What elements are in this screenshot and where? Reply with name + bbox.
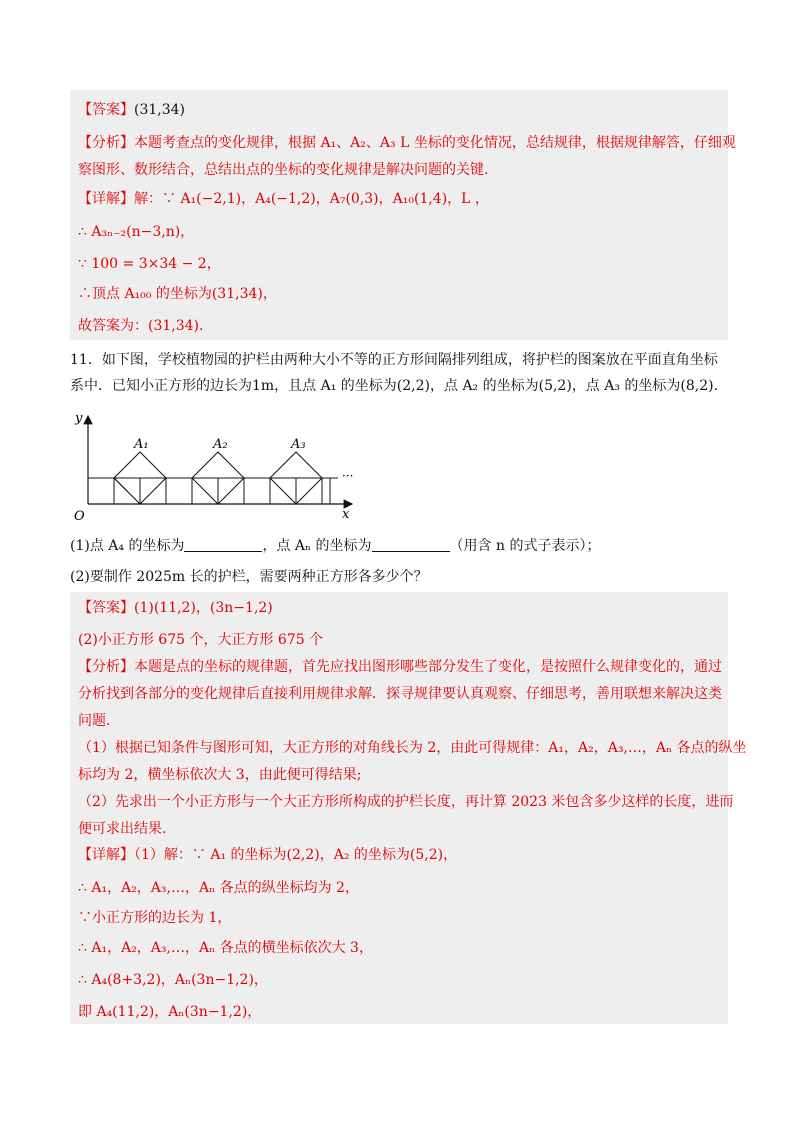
sub-question-1 [70, 534, 730, 558]
answer-11-part-1: (1)(11,2)，(3n−1,2) [134, 600, 273, 616]
answer-value: (31,34) [134, 102, 186, 118]
analysis-11-line-7: 便可求出结果. [78, 821, 167, 837]
sub-question-2: (2)要制作 2025m 长的护栏，需要两种正方形各多少个？ [70, 569, 428, 585]
detail-line-2: ∴ A₃ₙ₋₂(n−3,n)， [78, 224, 195, 240]
y-axis-label: y [75, 411, 83, 426]
analysis-tag-11: 【分析】 [78, 659, 134, 675]
ellipsis: ··· [342, 469, 354, 483]
answer-line [78, 100, 723, 120]
detail-tag: 【详解】 [78, 191, 134, 207]
detail-line-3: ∵ 100 = 3×34 − 2， [78, 256, 221, 272]
analysis-11-line-1 [78, 657, 723, 677]
answer-11-part-2: (2)小正方形 675 个，大正方形 675 个 [78, 632, 324, 648]
analysis-11-line-3: 问题. [78, 713, 111, 729]
answer-line-11 [78, 598, 723, 618]
detail-11-line-6: 即 A₄(11,2)，Aₙ(3n−1,2)， [78, 1004, 262, 1020]
answer-blank-2[interactable] [372, 537, 450, 552]
analysis-11-line-5: 标均为 2，横坐标依次大 3，由此便可得结果; [78, 767, 362, 783]
answer-tag-11: 【答案】 [78, 600, 134, 616]
detail-11-text-1: （1）解：∵ A₁ 的坐标为(2,2)，A₂ 的坐标为(5,2)， [134, 847, 458, 863]
analysis-line-1 [78, 133, 736, 153]
point-label-a1: A₁ [134, 437, 149, 452]
answer-blank-1[interactable] [184, 537, 262, 552]
detail-line-5: 故答案为：(31,34). [78, 318, 204, 334]
detail-tag-11: 【详解】 [78, 847, 134, 863]
detail-line-4: ∴顶点 A₁₀₀ 的坐标为(31,34)， [78, 286, 277, 302]
detail-11-line-2: ∴ A₁，A₂，A₃,…，Aₙ 各点的纵坐标均为 2， [78, 880, 359, 896]
detail-text-1: 解：∵ A₁(−2,1)，A₄(−1,2)，A₇(0,3)，A₁₀(1,4)，L ， [134, 191, 489, 207]
analysis-11-line-4: （1）根据已知条件与图形可知，大正方形的对角线长为 2，由此可得规律：A₁，A₂，A₃,…，Aₙ 各点的纵坐 [78, 740, 747, 756]
fence-pattern [88, 452, 338, 504]
detail-11-line-1 [78, 845, 723, 865]
point-label-a2: A₂ [213, 437, 228, 452]
analysis-text-1: 本题考查点的变化规律，根据 A₁、A₂、A₃ L 坐标的变化情况，总结规律，根据规律解答，仔细观 [134, 135, 736, 151]
question-line-1: 11．如下图，学校植物园的护栏由两种大小不等的正方形间隔排列组成，将护栏的图案放在平面直角坐标 [70, 352, 718, 368]
sub-question-1-a: (1)点 A₄ 的坐标为 [70, 538, 185, 554]
fence-figure [70, 408, 370, 528]
question-line-2: 系中．已知小正方形的边长为1m，且点 A₁ 的坐标为(2,2)，点 A₂ 的坐标为(5,2)，点 A₃ 的坐标为(8,2). [70, 378, 719, 394]
detail-11-line-4: ∴ A₁，A₂，A₃,…，Aₙ 各点的横坐标依次大 3， [78, 940, 373, 956]
detail-line-1 [78, 189, 723, 209]
detail-11-line-5: ∴ A₄(8+3,2)，Aₙ(3n−1,2)， [78, 972, 268, 988]
x-axis-label: x [342, 507, 350, 522]
analysis-line-2: 察图形、数形结合，总结出点的坐标的变化规律是解决问题的关键. [78, 162, 489, 178]
origin-label: O [74, 509, 85, 524]
point-label-a3: A₃ [291, 437, 306, 452]
detail-11-line-3: ∵小正方形的边长为 1， [78, 910, 232, 926]
analysis-tag: 【分析】 [78, 135, 134, 151]
sub-question-1-b: ，点 Aₙ 的坐标为 [262, 538, 372, 554]
analysis-11-line-6: （2）先求出一个小正方形与一个大正方形所构成的护栏长度，再计算 2023 米包含多少这样的长度，进而 [78, 794, 734, 810]
sub-question-1-c: （用含 n 的式子表示）； [449, 538, 601, 554]
analysis-11-text-1: 本题是点的坐标的规律题，首先应找出图形哪些部分发生了变化，是按照什么规律变化的，通过 [134, 659, 722, 675]
answer-tag: 【答案】 [78, 102, 134, 118]
analysis-11-line-2: 分析找到各部分的变化规律后直接利用规律求解．探寻规律要认真观察、仔细思考，善用联想来解决这类 [78, 686, 722, 702]
